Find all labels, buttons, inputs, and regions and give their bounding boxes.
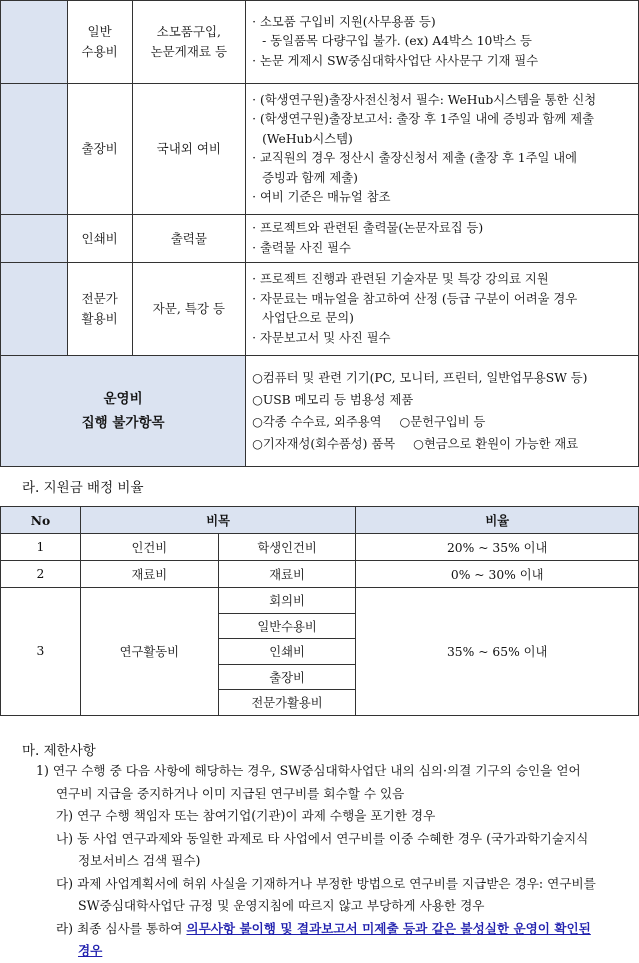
budget-category-line: 인쇄비 [81,230,118,246]
operating-item: ○기자재성(회수품성) 품목 [252,437,396,451]
header-ratio: 비율 [356,507,639,534]
limit-ra-highlight-cont: 경우 [78,943,103,958]
budget-detail-line: · 논문 게제시 SW중심대학사업단 사사문구 기재 필수 [252,53,539,68]
limit-ga: 가) 연구 수행 책임자 또는 참여기업(기관)이 과제 수행을 포기한 경우 [56,808,436,823]
operating-line [252,411,632,433]
budget-detail-line: 증빙과 함께 제출) [262,170,358,185]
row-marker [1,215,68,263]
budget-category-line: 전문가 [81,291,118,306]
row-marker [1,1,68,84]
budget-detail-line: · 교직원의 경우 정산시 출장신청서 제출 (출장 후 1주일 내에 [252,151,578,165]
budget-row [1,1,639,84]
row-marker [1,263,68,356]
budget-detail-line: · 출력물 사진 필수 [252,240,351,255]
budget-detail-line: 사업단으로 문의) [262,311,354,325]
budget-item [132,263,246,356]
budget-detail-line: · 자문료는 매뉴얼을 참고하여 산정 (등급 구분이 어려울 경우 [252,291,578,306]
budget-category-line: 수용비 [81,44,118,59]
ratio-no: 2 [1,561,81,588]
ratio-header-row [1,507,639,534]
budget-row [1,84,639,215]
ratio-item: 일반수용비 [218,613,356,639]
budget-detail-line: · 소모품 구입비 지원(사무용품 등) [252,14,436,29]
operating-line [252,389,632,411]
operating-row [1,356,639,467]
budget-row [1,215,639,263]
budget-category-line: 일반 [87,24,112,39]
budget-details [246,1,639,84]
budget-details [246,84,639,215]
ratio-item: 재료비 [218,561,356,588]
limit-ra-line2 [0,940,639,963]
budget-category [67,215,132,263]
operating-title-line1: 운영비 [103,391,143,407]
operating-line [252,433,632,455]
operating-item: ○각종 수수료, 외주용역 [252,415,382,429]
budget-item-line: 자문, 특강 등 [152,301,225,316]
operating-item: ○문헌구입비 등 [399,415,486,429]
limit-ra-line1 [0,918,639,941]
budget-items-table [0,0,639,467]
budget-item-line: 논문게재료 등 [150,44,228,59]
budget-details [246,215,639,263]
ratio-no: 3 [1,588,81,716]
ratio-item: 인쇄비 [218,639,356,665]
operating-title [1,356,246,467]
limit-da-line1: 다) 과제 사업계획서에 허위 사실을 기재하거나 부정한 방법으로 연구비를 지급받은 경우: 연구비를 [56,875,596,891]
budget-item-line: 출력물 [170,230,207,246]
limit-1-line2: 연구비 지급을 중지하거나 이미 지급된 연구비를 회수할 수 있음 [56,785,405,801]
budget-item-line: 소모품구입, [156,24,221,39]
budget-detail-line: (WeHub시스템) [262,131,353,146]
limit-na-line1: 나) 동 사업 연구과제와 동일한 과제로 타 사업에서 연구비를 이중 수혜한 경우 (국가과학기술지식 [56,830,589,846]
budget-detail-line: · 프로젝트와 관련된 출력물(논문자료집 등) [252,221,484,235]
limit-1-line1: 1) 연구 수행 중 다음 사항에 해당하는 경우, SW중심대학사업단 내의 심의·의결 기구의 승인을 얻어 [36,763,581,778]
ratio-row [1,588,639,614]
ratio-category: 연구활동비 [80,588,218,716]
ratio-item: 회의비 [218,588,356,614]
ratio-item: 출장비 [218,664,356,690]
budget-item [132,1,246,84]
section-ma-heading: 마. 제한사항 [22,743,96,759]
operating-line [252,367,632,389]
budget-item [132,84,246,215]
header-category: 비목 [80,507,356,534]
operating-item: ○USB 메모리 등 범용성 제품 [252,393,414,407]
limit-da-line2: SW중심대학사업단 규정 및 운영지침에 따르지 않고 부당하게 사용한 경우 [78,898,485,913]
limit-ra-highlight: 의무사항 불이행 및 결과보고서 미제출 등과 같은 불성실한 운영이 확인된 [186,920,591,936]
limitations-list [0,760,639,963]
budget-category-line: 활용비 [81,311,118,326]
ratio-value: 0% ~ 30% 이내 [356,561,639,588]
budget-detail-line: · (학생연구원)출장사전신청서 필수: WeHub시스템을 통한 신청 [252,92,597,107]
ratio-category: 인건비 [80,534,218,561]
ratio-no: 1 [1,534,81,561]
budget-row [1,263,639,356]
row-marker [1,84,68,215]
budget-detail-line: · 프로젝트 진행과 관련된 기술자문 및 특강 강의료 지원 [252,272,549,286]
budget-detail-line: - 동일품목 다량구입 불가. (ex) A4박스 10박스 등 [262,34,532,49]
limit-na-line2: 정보서비스 검색 필수) [78,853,201,868]
budget-detail-line: · 자문보고서 및 사진 필수 [252,330,391,345]
ratio-item: 학생인건비 [218,534,356,561]
budget-item [132,215,246,263]
header-no: No [1,507,81,534]
ratio-item: 전문가활용비 [218,690,356,716]
ratio-value: 20% ~ 35% 이내 [356,534,639,561]
budget-category-line: 출장비 [81,141,118,156]
budget-detail-line: · 여비 기준은 매뉴얼 참조 [252,190,391,204]
ratio-category: 재료비 [80,561,218,588]
budget-details [246,263,639,356]
budget-category [67,263,132,356]
ratio-table [0,506,639,716]
operating-item: ○컴퓨터 및 관련 기기(PC, 모니터, 프린터, 일반업무용SW 등) [252,371,588,385]
ratio-row [1,534,639,561]
budget-detail-line: · (학생연구원)출장보고서: 출장 후 1주일 내에 증빙과 함께 제출 [252,112,594,126]
budget-category [67,84,132,215]
operating-details [246,356,639,467]
budget-category [67,1,132,84]
section-ra-heading: 라. 지원금 배정 비율 [22,480,144,496]
budget-item-line: 국내외 여비 [156,141,221,156]
ratio-row [1,561,639,588]
operating-title-line2: 집행 불가항목 [81,415,165,431]
operating-item: ○현금으로 환원이 가능한 재료 [413,437,579,451]
ratio-value: 35% ~ 65% 이내 [356,588,639,716]
limit-ra-prefix: 라) 최종 심사를 통하여 [56,920,187,936]
